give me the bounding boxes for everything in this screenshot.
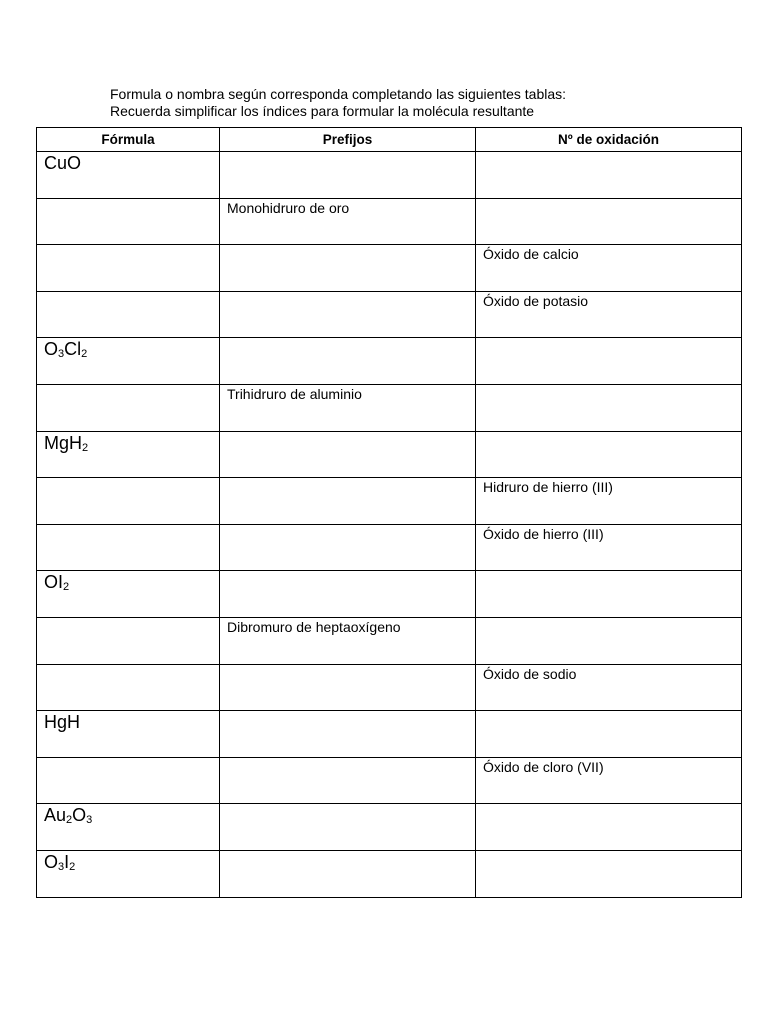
prefijos-cell[interactable] [220, 245, 476, 292]
formula-symbol: HgH [44, 712, 81, 733]
formula-subscript: 2 [66, 814, 73, 827]
formula-subscript: 3 [58, 860, 65, 873]
prefijos-cell[interactable] [220, 571, 476, 618]
oxidacion-cell[interactable] [476, 198, 742, 245]
formula-subscript: 2 [81, 348, 88, 361]
table-row [37, 291, 742, 338]
formula-text [37, 292, 219, 293]
formula-cell[interactable] [37, 291, 220, 338]
table-row [37, 338, 742, 385]
formula-symbol: MgH [44, 432, 83, 453]
formula-text [37, 152, 219, 174]
prefijos-cell[interactable] [220, 198, 476, 245]
formula-symbol: CuO [44, 153, 82, 173]
prefijos-cell[interactable] [220, 617, 476, 664]
table-row [37, 711, 742, 758]
oxidacion-cell[interactable] [476, 804, 742, 851]
formula-text [37, 432, 219, 454]
header-oxidacion: Nº de oxidación [476, 128, 742, 152]
formula-symbol: I [64, 851, 70, 872]
table-header-row [37, 128, 742, 152]
formula-cell[interactable] [37, 571, 220, 618]
formula-cell[interactable] [37, 757, 220, 804]
formula-text [37, 571, 219, 593]
table-row [37, 478, 742, 525]
header-formula: Fórmula [37, 128, 220, 152]
prefijos-name [220, 525, 475, 526]
prefijos-cell[interactable] [220, 152, 476, 199]
formula-cell[interactable] [37, 152, 220, 199]
formula-subscript: 2 [63, 581, 70, 594]
header-prefijos: Prefijos [220, 128, 476, 152]
table-row [37, 850, 742, 897]
oxidacion-cell[interactable] [476, 524, 742, 571]
table-body [37, 152, 742, 898]
table-row [37, 617, 742, 664]
table-row [37, 524, 742, 571]
oxidacion-cell[interactable] [476, 478, 742, 525]
oxidacion-cell[interactable] [476, 291, 742, 338]
prefijos-name [220, 478, 475, 479]
prefijos-cell[interactable] [220, 524, 476, 571]
formula-subscript: 2 [82, 441, 89, 454]
table-row [37, 245, 742, 292]
formula-subscript: 2 [69, 860, 76, 873]
prefijos-cell[interactable] [220, 664, 476, 711]
prefijos-name [220, 758, 475, 759]
formula-subscript: 3 [86, 814, 93, 827]
instructions [110, 86, 566, 119]
table-row [37, 757, 742, 804]
formula-cell[interactable] [37, 524, 220, 571]
oxidacion-name: Óxido de calcio [483, 246, 579, 263]
oxidacion-cell[interactable] [476, 850, 742, 897]
prefijos-cell[interactable] [220, 291, 476, 338]
formula-text [37, 758, 219, 759]
formula-subscript: 3 [58, 348, 65, 361]
table-row [37, 664, 742, 711]
formula-text [37, 851, 219, 873]
formula-cell[interactable] [37, 245, 220, 292]
formula-text [37, 804, 219, 826]
formula-symbol: O [44, 339, 59, 360]
instructions-line-2: Recuerda simplificar los índices para formular la molécula resultante [110, 102, 535, 119]
prefijos-name [220, 432, 475, 433]
oxidacion-cell[interactable] [476, 338, 742, 385]
oxidacion-name [476, 618, 741, 619]
prefijos-name [220, 711, 475, 712]
oxidacion-name [476, 385, 741, 386]
prefijos-name [220, 665, 475, 666]
prefijos-cell[interactable] [220, 757, 476, 804]
prefijos-name [220, 851, 475, 852]
prefijos-name [220, 152, 475, 153]
table-row [37, 152, 742, 199]
oxidacion-cell[interactable] [476, 431, 742, 478]
formula-cell[interactable] [37, 711, 220, 758]
prefijos-name [220, 292, 475, 293]
oxidacion-name: Óxido de potasio [483, 292, 589, 309]
prefijos-cell[interactable] [220, 338, 476, 385]
formula-text [37, 338, 219, 360]
formula-cell[interactable] [37, 431, 220, 478]
oxidacion-cell[interactable] [476, 152, 742, 199]
prefijos-cell[interactable] [220, 804, 476, 851]
formula-text [37, 665, 219, 666]
oxidacion-name [476, 338, 741, 339]
oxidacion-name: Óxido de sodio [483, 665, 577, 682]
formula-text [37, 245, 219, 246]
oxidacion-name [476, 571, 741, 572]
instructions-line-1: Formula o nombra según corresponda completando las siguientes tablas: [110, 86, 567, 102]
prefijos-cell[interactable] [220, 431, 476, 478]
prefijos-name: Dibromuro de heptaoxígeno [227, 618, 401, 635]
oxidacion-name: Óxido de hierro (III) [483, 525, 604, 542]
formula-text [37, 525, 219, 526]
oxidacion-cell[interactable] [476, 711, 742, 758]
formula-cell[interactable] [37, 384, 220, 431]
oxidacion-name [476, 152, 741, 153]
formula-symbol: Au [44, 805, 67, 826]
formula-text [37, 385, 219, 386]
prefijos-name [220, 338, 475, 339]
table-row [37, 384, 742, 431]
prefijos-cell[interactable] [220, 711, 476, 758]
oxidacion-name: Hidruro de hierro (III) [483, 479, 613, 496]
table-row [37, 431, 742, 478]
formula-cell[interactable] [37, 804, 220, 851]
formula-text [37, 478, 219, 479]
formula-symbol: OI [44, 572, 64, 593]
oxidacion-name [476, 711, 741, 712]
table-row [37, 571, 742, 618]
oxidacion-cell[interactable] [476, 571, 742, 618]
oxidacion-cell[interactable] [476, 384, 742, 431]
formula-symbol: Cl [64, 339, 82, 360]
formula-text [37, 199, 219, 200]
oxidacion-cell[interactable] [476, 617, 742, 664]
oxidacion-name [476, 804, 741, 805]
prefijos-name: Monohidruro de oro [227, 199, 350, 216]
prefijos-cell[interactable] [220, 850, 476, 897]
formula-cell[interactable] [37, 617, 220, 664]
formula-text [37, 618, 219, 619]
prefijos-name [220, 245, 475, 246]
oxidacion-name [476, 432, 741, 433]
prefijos-name [220, 571, 475, 572]
nomenclature-table [36, 127, 742, 898]
formula-cell[interactable] [37, 198, 220, 245]
table-row [37, 198, 742, 245]
oxidacion-cell[interactable] [476, 245, 742, 292]
oxidacion-cell[interactable] [476, 664, 742, 711]
prefijos-cell[interactable] [220, 478, 476, 525]
formula-cell[interactable] [37, 338, 220, 385]
formula-text [37, 711, 219, 733]
oxidacion-cell[interactable] [476, 757, 742, 804]
oxidacion-name [476, 851, 741, 852]
formula-cell[interactable] [37, 478, 220, 525]
oxidacion-name: Óxido de cloro (VII) [483, 758, 604, 775]
formula-symbol: O [44, 851, 59, 872]
table-row [37, 804, 742, 851]
formula-symbol: O [72, 805, 87, 826]
prefijos-name [220, 804, 475, 805]
formula-cell[interactable] [37, 664, 220, 711]
prefijos-cell[interactable] [220, 384, 476, 431]
prefijos-name: Trihidruro de aluminio [227, 385, 362, 402]
oxidacion-name [476, 199, 741, 200]
formula-cell[interactable] [37, 850, 220, 897]
